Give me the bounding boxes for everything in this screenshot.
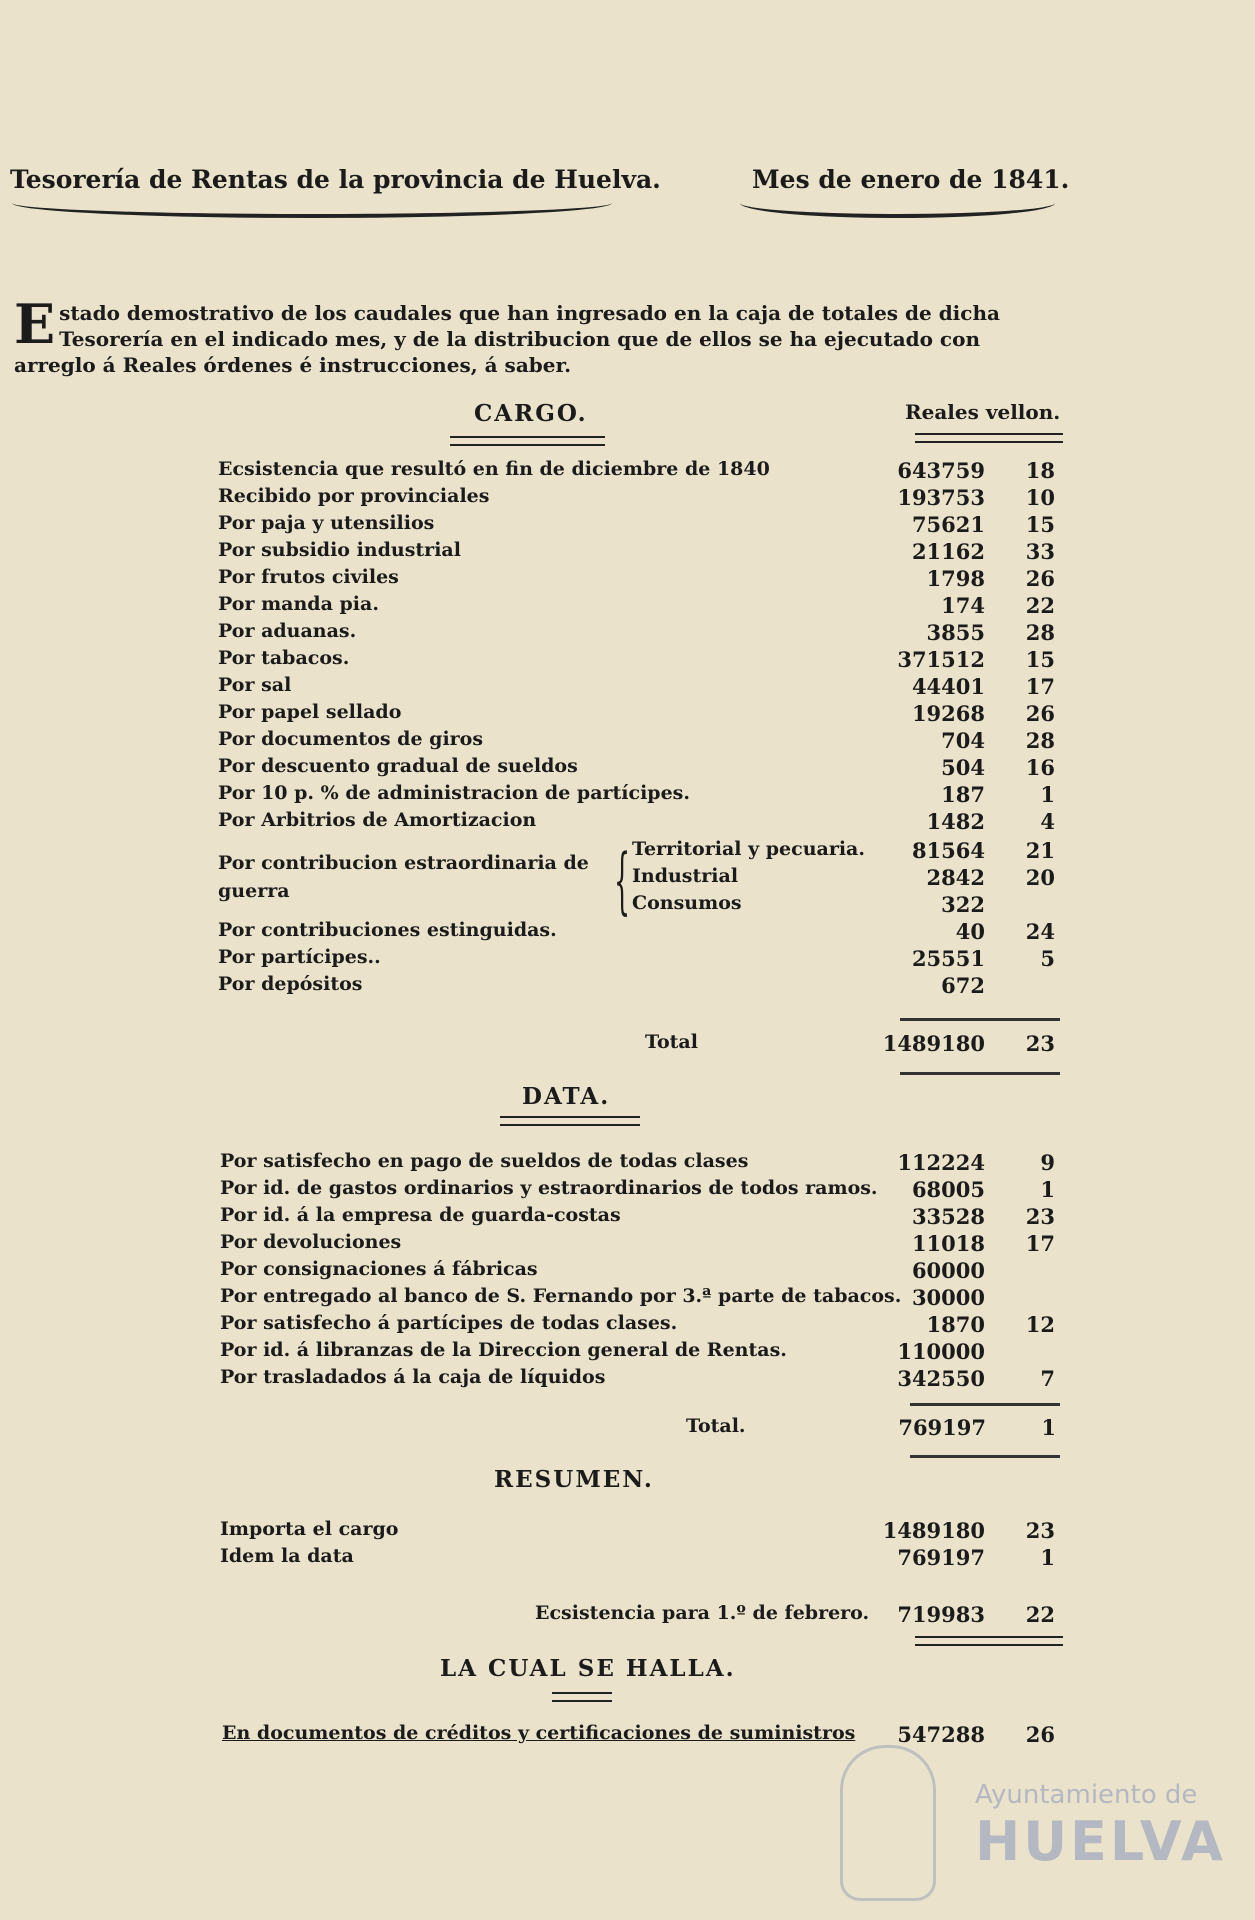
ledger-row <box>220 1258 1065 1284</box>
data-total-row <box>686 1415 1066 1441</box>
row-cents: 1 <box>1040 1177 1055 1202</box>
ayuntamiento-seal-icon <box>840 1745 936 1901</box>
row-label: Por satisfecho en pago de sueldos de todas clases <box>220 1150 749 1172</box>
row-amount: 21162 <box>911 539 985 564</box>
row-cents: 17 <box>1025 1231 1055 1256</box>
cargo-total-rule-bottom <box>900 1072 1060 1075</box>
row-amount: 30000 <box>911 1285 985 1310</box>
row-cents: 15 <box>1025 512 1055 537</box>
row-amount: 110000 <box>897 1339 985 1364</box>
header-brace-left <box>12 200 612 218</box>
row-cents: 12 <box>1025 1312 1055 1337</box>
row-cents: 7 <box>1040 1366 1055 1391</box>
ledger-row <box>218 919 1065 945</box>
row-cents: 28 <box>1025 728 1055 753</box>
row-amount: 1798 <box>926 566 985 591</box>
row-cents: 9 <box>1040 1150 1055 1175</box>
row-label: Por depósitos <box>218 973 363 995</box>
cargo-total-amount: 1489180 <box>882 1031 985 1056</box>
existencia-amount: 719983 <box>897 1602 985 1627</box>
row-amount: 44401 <box>911 674 985 699</box>
cargo-ornament <box>450 436 605 446</box>
row-label: Consumos <box>632 892 742 914</box>
la-cual-ornament <box>552 1692 612 1702</box>
row-label: Por entregado al banco de S. Fernando por 3.ª parte de tabacos. <box>220 1285 902 1307</box>
row-cents: 4 <box>1040 809 1055 834</box>
row-label: Por devoluciones <box>220 1231 402 1253</box>
header-title: Tesorería de Rentas de la provincia de Huelva. <box>10 165 661 194</box>
la-cual-title: LA CUAL SE HALLA. <box>440 1655 736 1682</box>
intro-text: stado demostrativo de los caudales que han ingresado en la caja de totales de dicha Tesorería en el indicado mes, y de la distribucion que de ellos se ha ejecutado con arreglo á Reales órdenes é instrucciones, á saber. <box>14 301 1000 377</box>
row-amount: 3855 <box>926 620 985 645</box>
row-amount: 11018 <box>911 1231 985 1256</box>
row-amount: 1489180 <box>882 1518 985 1543</box>
data-total-rule-bottom <box>910 1455 1060 1458</box>
row-cents: 33 <box>1025 539 1055 564</box>
data-ornament <box>500 1116 640 1126</box>
row-amount: 25551 <box>911 946 985 971</box>
row-amount: 769197 <box>897 1545 985 1570</box>
row-amount: 174 <box>941 593 985 618</box>
row-label: Por contribuciones estinguidas. <box>218 919 557 941</box>
row-label: Industrial <box>632 865 739 887</box>
row-label: Por frutos civiles <box>218 566 399 588</box>
cargo-total-label: Total <box>645 1031 698 1053</box>
row-label: Por manda pia. <box>218 593 379 615</box>
row-label: Por id. á la empresa de guarda-costas <box>220 1204 621 1226</box>
data-title: DATA. <box>522 1083 611 1110</box>
row-label: Por 10 p. % de administracion de partícipes. <box>218 782 690 804</box>
row-cents: 21 <box>1025 838 1055 863</box>
column-header-reales: Reales vellon. <box>905 400 1061 424</box>
ledger-row <box>220 1177 1065 1203</box>
ledger-row <box>220 1545 1065 1571</box>
row-label: Ecsistencia que resultó en fin de diciembre de 1840 <box>218 458 770 480</box>
row-cents: 22 <box>1025 593 1055 618</box>
row-amount: 342550 <box>897 1366 985 1391</box>
resumen-title: RESUMEN. <box>494 1466 654 1493</box>
existencia-label: Ecsistencia para 1.º de febrero. <box>535 1602 870 1624</box>
row-label: Recibido por provinciales <box>218 485 490 507</box>
row-amount: 643759 <box>897 458 985 483</box>
row-amount: 672 <box>941 973 985 998</box>
ledger-row <box>218 701 1065 727</box>
row-label: Por partícipes.. <box>218 946 381 968</box>
ledger-row <box>220 1231 1065 1257</box>
row-cents: 16 <box>1025 755 1055 780</box>
row-amount: 33528 <box>911 1204 985 1229</box>
war-brace: { <box>614 838 631 922</box>
ledger-row <box>218 809 1065 835</box>
row-cents: 1 <box>1040 782 1055 807</box>
row-label: Por aduanas. <box>218 620 357 642</box>
row-amount: 60000 <box>911 1258 985 1283</box>
row-label: Por id. á libranzas de la Direccion general de Rentas. <box>220 1339 787 1361</box>
row-cents: 1 <box>1040 1545 1055 1570</box>
row-amount: 704 <box>941 728 985 753</box>
existencia-cents: 22 <box>1025 1602 1055 1627</box>
ledger-row <box>218 458 1065 484</box>
ledger-row <box>220 1204 1065 1230</box>
data-total-cents: 1 <box>1041 1415 1056 1440</box>
war-label-1: Por contribucion estraordinaria de <box>218 852 589 874</box>
row-cents: 28 <box>1025 620 1055 645</box>
la-cual-row <box>222 1722 1065 1748</box>
existencia-ornament <box>915 1636 1063 1646</box>
row-cents: 10 <box>1025 485 1055 510</box>
row-label: Por satisfecho á partícipes de todas clases. <box>220 1312 678 1334</box>
row-label: Por tabacos. <box>218 647 350 669</box>
la-cual-label: En documentos de créditos y certificaciones de suministros <box>222 1722 856 1744</box>
column-header-ornament <box>915 433 1063 443</box>
ledger-row <box>218 512 1065 538</box>
ledger-row <box>218 946 1065 972</box>
row-amount: 75621 <box>911 512 985 537</box>
ledger-row <box>632 865 1065 891</box>
ledger-row <box>220 1339 1065 1365</box>
row-cents: 23 <box>1025 1204 1055 1229</box>
cargo-total-cents: 23 <box>1025 1031 1055 1056</box>
ledger-row <box>220 1150 1065 1176</box>
ledger-row <box>218 647 1065 673</box>
row-label: Por id. de gastos ordinarios y estraordinarios de todos ramos. <box>220 1177 878 1199</box>
ledger-row <box>220 1285 1065 1311</box>
row-label: Por Arbitrios de Amortizacion <box>218 809 537 831</box>
row-amount: 19268 <box>911 701 985 726</box>
cargo-title: CARGO. <box>474 400 588 427</box>
watermark-line2: HUELVA <box>975 1810 1226 1873</box>
la-cual-amount: 547288 <box>897 1722 985 1747</box>
row-cents: 26 <box>1025 566 1055 591</box>
row-amount: 193753 <box>897 485 985 510</box>
row-label: Territorial y pecuaria. <box>632 838 865 860</box>
row-cents: 15 <box>1025 647 1055 672</box>
ledger-row <box>218 566 1065 592</box>
row-label: Por consignaciones á fábricas <box>220 1258 538 1280</box>
ledger-row <box>218 728 1065 754</box>
row-label: Por trasladados á la caja de líquidos <box>220 1366 606 1388</box>
row-amount: 2842 <box>926 865 985 890</box>
data-total-amount: 769197 <box>898 1415 986 1440</box>
row-label: Por descuento gradual de sueldos <box>218 755 578 777</box>
row-amount: 504 <box>941 755 985 780</box>
ledger-row <box>218 973 1065 999</box>
ledger-row <box>220 1312 1065 1338</box>
ledger-row <box>218 620 1065 646</box>
war-label-2: guerra <box>218 880 290 902</box>
header-date: Mes de enero de 1841. <box>752 165 1070 194</box>
la-cual-cents: 26 <box>1025 1722 1055 1747</box>
row-label: Idem la data <box>220 1545 354 1567</box>
ledger-row <box>218 539 1065 565</box>
row-amount: 1870 <box>926 1312 985 1337</box>
row-cents: 17 <box>1025 674 1055 699</box>
row-amount: 322 <box>941 892 985 917</box>
row-amount: 371512 <box>897 647 985 672</box>
row-amount: 81564 <box>911 838 985 863</box>
ledger-row <box>218 485 1065 511</box>
row-label: Por documentos de giros <box>218 728 484 750</box>
row-amount: 68005 <box>911 1177 985 1202</box>
row-label: Por subsidio industrial <box>218 539 461 561</box>
row-cents: 18 <box>1025 458 1055 483</box>
row-label: Por papel sellado <box>218 701 402 723</box>
row-amount: 112224 <box>897 1150 985 1175</box>
drop-cap: E <box>14 292 56 356</box>
ledger-row <box>218 674 1065 700</box>
ledger-row <box>218 782 1065 808</box>
row-cents: 26 <box>1025 701 1055 726</box>
ledger-row <box>218 755 1065 781</box>
row-amount: 187 <box>941 782 985 807</box>
ledger-row <box>220 1518 1065 1544</box>
data-total-rule-top <box>910 1403 1060 1406</box>
row-label: Importa el cargo <box>220 1518 399 1540</box>
ledger-row <box>218 593 1065 619</box>
row-label: Por paja y utensilios <box>218 512 435 534</box>
row-label: Por sal <box>218 674 292 696</box>
cargo-total-rule-top <box>900 1018 1060 1021</box>
ledger-row <box>220 1366 1065 1392</box>
cargo-total-row <box>645 1031 1065 1057</box>
row-cents: 20 <box>1025 865 1055 890</box>
ledger-row <box>632 892 1065 918</box>
ledger-row <box>632 838 1065 864</box>
row-cents: 24 <box>1025 919 1055 944</box>
data-total-label: Total. <box>686 1415 746 1437</box>
intro-paragraph <box>14 292 1064 378</box>
row-amount: 1482 <box>926 809 985 834</box>
row-cents: 5 <box>1040 946 1055 971</box>
row-cents: 23 <box>1025 1518 1055 1543</box>
watermark-line1: Ayuntamiento de <box>975 1780 1198 1810</box>
existencia-row <box>535 1602 1065 1628</box>
row-amount: 40 <box>955 919 985 944</box>
header-brace-right <box>740 200 1055 218</box>
